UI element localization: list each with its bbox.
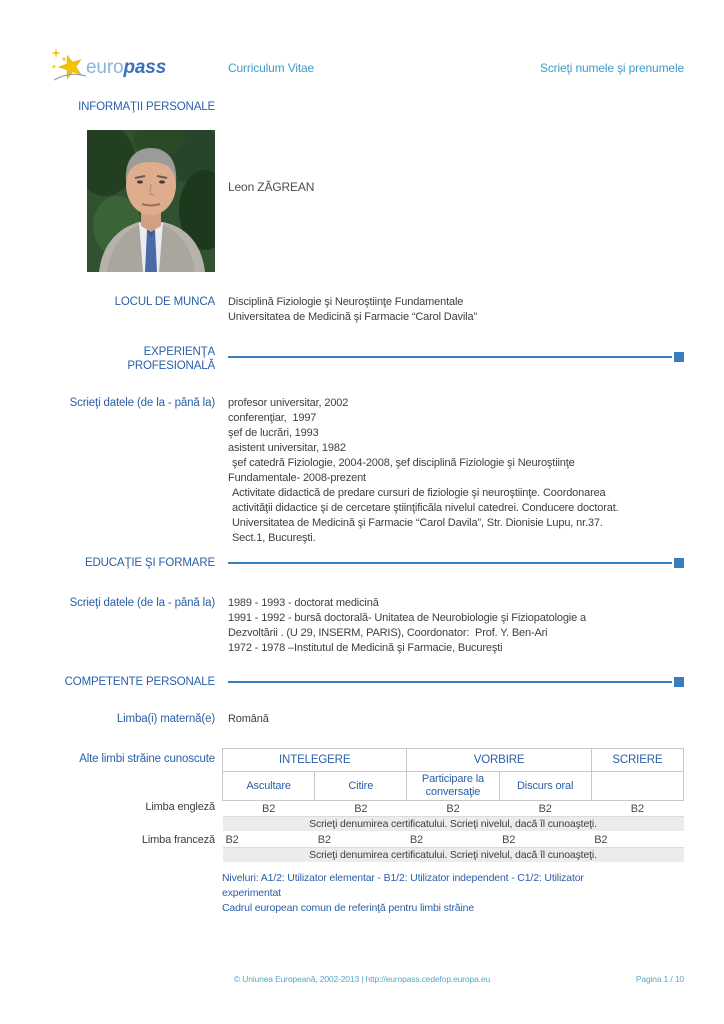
logo-text-euro: euro: [86, 57, 124, 78]
section-heading-experience: EXPERIENŢA PROFESIONALĂ: [127, 346, 215, 372]
rule-end-square: [674, 558, 684, 568]
language-table-sub-header-row: [223, 772, 684, 801]
experience-line: profesor universitar, 2002: [228, 397, 349, 409]
group-header-understanding: INTELEGERE: [223, 749, 407, 772]
workplace-line: Disciplină Fiziologie şi Neuroştiinţe Fundamentale: [228, 296, 464, 308]
group-header-speaking: VORBIRE: [407, 749, 591, 772]
french-levels-row: [223, 832, 684, 848]
rule-end-square: [674, 352, 684, 362]
section-rule: [228, 356, 672, 358]
section-rule: [228, 562, 672, 564]
section-heading-personal-info: INFORMAŢII PERSONALE: [78, 101, 215, 113]
logo-text-pass: pass: [123, 57, 167, 78]
experience-line: Sect.1, Bucureşti.: [232, 532, 316, 544]
experience-line: activităţii didactice şi de cercetare ştiinţificăla nivelul catedrei. Conducere doctorat.: [232, 502, 619, 514]
language-skills-table: [222, 748, 684, 863]
cefr-reference-link[interactable]: Cadrul european comun de referinţă pentru limbi străine: [222, 902, 475, 914]
group-header-writing: SCRIERE: [591, 749, 683, 772]
experience-line: şef de lucrări, 1993: [228, 427, 319, 439]
level-cell: B2: [499, 832, 591, 848]
level-cell: B2: [315, 832, 407, 848]
level-cell: B2: [499, 801, 591, 817]
language-label-english: Limba engleză: [145, 801, 215, 813]
levels-note-line: experimentat: [222, 887, 281, 899]
logo-sparkle-icon: [51, 48, 61, 58]
experience-line: conferenţiar, 1997: [228, 412, 317, 424]
education-line: 1991 - 1992 - bursă doctorală- Unitatea de Neurobiologie şi Fiziopatologie a: [228, 612, 586, 624]
experience-content: [228, 396, 684, 546]
footer-copyright: © Uniunea Europeană, 2002-2013 | http://europass.cedefop.europa.eu: [233, 974, 491, 984]
profile-photo-graphic: [87, 130, 215, 272]
levels-note: [222, 871, 684, 916]
education-content: [228, 596, 684, 656]
level-cell: B2: [223, 801, 315, 817]
certificate-placeholder-field[interactable]: Scrieţi denumirea certificatului. Scrieţi nivelul, dacă îl cunoaşteţi.: [223, 817, 684, 832]
section-heading-competences: COMPETENTE PERSONALE: [64, 676, 215, 688]
logo-star-figure-icon: [56, 52, 85, 80]
french-certificate-row: [223, 848, 684, 863]
level-cell: B2: [223, 832, 315, 848]
logo-swoosh-icon: [54, 74, 86, 80]
experience-dates-label[interactable]: Scrieţi datele (de la - până la): [69, 397, 215, 409]
level-cell: B2: [407, 801, 499, 817]
level-cell: B2: [591, 832, 683, 848]
language-table-group-header-row: [223, 749, 684, 772]
svg-text:europass: [86, 57, 166, 78]
logo-sparkle-icon: [61, 56, 67, 62]
workplace-content: [228, 295, 684, 325]
education-line: Dezvoltării . (U 29, INSERM, PARIS), Coordonator: Prof. Y. Ben-Ari: [228, 627, 548, 639]
sub-header-spoken-interaction: Participare la conversaţie: [407, 772, 499, 801]
english-levels-row: [223, 801, 684, 817]
education-line: 1989 - 1993 - doctorat medicină: [228, 597, 379, 609]
other-languages-label: Alte limbi străine cunoscute: [79, 753, 215, 765]
document-title: Curriculum Vitae: [228, 61, 315, 75]
logo-sparkle-icon: [52, 64, 57, 69]
workplace-line: Universitatea de Medicină şi Farmacie “Carol Davila”: [228, 311, 477, 323]
profile-photo: [87, 130, 215, 272]
education-dates-label[interactable]: Scrieţi datele (de la - până la): [69, 597, 215, 609]
experience-line: Universitatea de Medicină şi Farmacie “Carol Davila”, Str. Dionisie Lupu, nr.37.: [232, 517, 603, 529]
experience-line: Fundamentale- 2008-prezent: [228, 472, 366, 484]
experience-line: Activitate didactică de predare cursuri de fiziologie şi neuroştiinţe. Coordonarea: [232, 487, 606, 499]
europass-logo: [50, 44, 170, 88]
mother-tongue-label: Limba(i) maternă(e): [116, 713, 215, 725]
english-certificate-row: [223, 817, 684, 832]
level-cell: B2: [315, 801, 407, 817]
rule-end-square: [674, 677, 684, 687]
sub-header-reading: Citire: [315, 772, 407, 801]
level-cell: B2: [407, 832, 499, 848]
sub-header-spoken-production: Discurs oral: [499, 772, 591, 801]
person-name: Leon ZĂGREAN: [228, 180, 315, 194]
workplace-label: LOCUL DE MUNCA: [114, 296, 215, 308]
sub-header-writing-empty: [591, 772, 683, 801]
certificate-placeholder-field[interactable]: Scrieţi denumirea certificatului. Scrieţi nivelul, dacă îl cunoaşteţi.: [223, 848, 684, 863]
sub-header-listening: Ascultare: [223, 772, 315, 801]
experience-line: asistent universitar, 1982: [228, 442, 346, 454]
mother-tongue-value: Română: [228, 713, 269, 725]
section-rule: [228, 681, 672, 683]
section-heading-education: EDUCAŢIE ŞI FORMARE: [84, 557, 215, 569]
education-line: 1972 - 1978 –Institutul de Medicină şi Farmacie, Bucureşti: [228, 642, 503, 654]
language-label-french: Limba franceză: [141, 834, 215, 846]
name-placeholder-field[interactable]: Scrieţi numele şi prenumele: [539, 61, 684, 75]
experience-line: şef catedră Fiziologie, 2004-2008, şef disciplină Fiziologie şi Neuroştiinţe: [232, 457, 575, 469]
level-cell: B2: [591, 801, 683, 817]
footer-page-number: Pagina 1 / 10: [635, 974, 684, 984]
europass-logo-graphic: [50, 44, 170, 88]
levels-note-line: Niveluri: A1/2: Utilizator elementar - B1/2: Utilizator independent - C1/2: Utilizator: [222, 872, 584, 884]
